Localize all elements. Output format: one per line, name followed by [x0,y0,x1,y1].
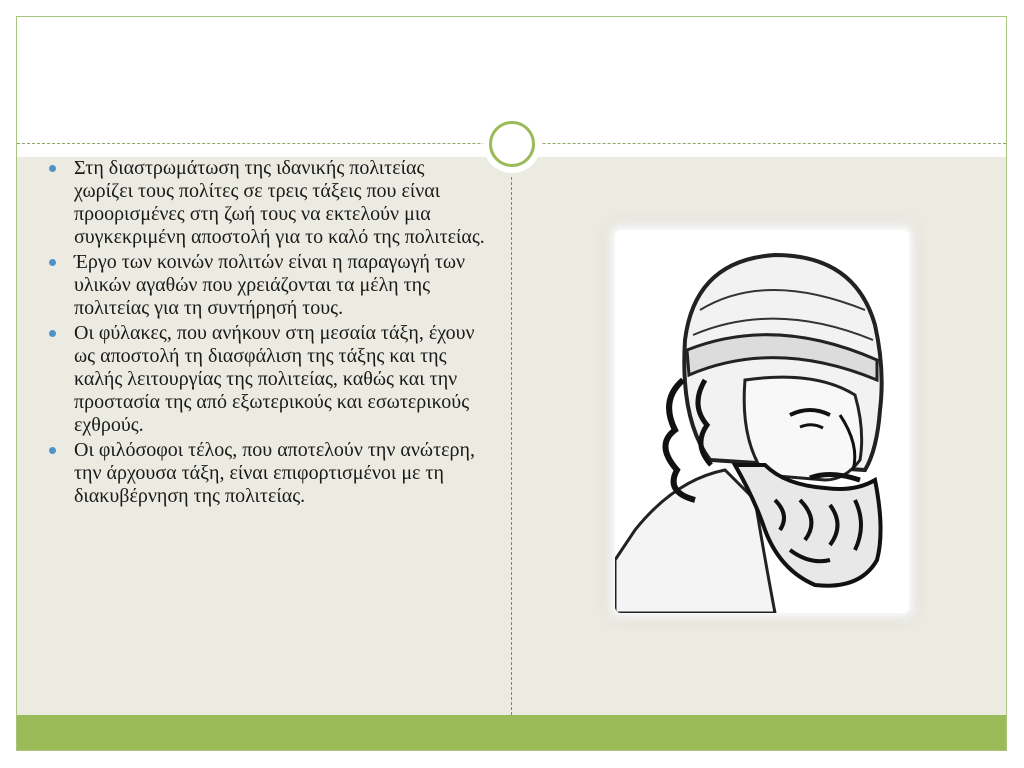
bullet-dot-icon [49,447,56,454]
list-item [47,157,487,249]
bullet-list [47,157,487,510]
list-item [47,251,487,320]
footer-bar [17,715,1006,750]
bullet-text: Στη διαστρωμάτωση της ιδανικής πολιτείας χωρίζει τους πολίτες σε τρεις τάξεις που είναι προορισμένες στη ζωή τους να εκτελούν μια συγκεκριμένη αποστολή για το καλό της πολιτείας. [74,157,485,248]
philosopher-portrait [615,230,909,613]
bullet-dot-icon [49,330,56,337]
philosopher-bust-icon [615,230,909,613]
circle-ornament-icon [483,115,541,173]
bullet-dot-icon [49,165,56,172]
list-item [47,439,487,508]
list-item [47,322,487,437]
bullet-text: Οι φύλακες, που ανήκουν στη μεσαία τάξη, έχουν ως αποστολή τη διασφάλιση της τάξης και της καλής λειτουργίας της πολιτείας, καθώς και την προστασία της από εξωτερικούς και εσωτερικούς εχθρούς. [74,322,475,436]
slide [16,16,1007,751]
bullet-text: Έργο των κοινών πολιτών είναι η παραγωγή των υλικών αγαθών που χρειάζονται τα μέλη της πολιτείας για τη συντήρησή τους. [74,251,466,319]
bullet-dot-icon [49,259,56,266]
column-separator [511,177,512,715]
bullet-text: Οι φιλόσοφοι τέλος, που αποτελούν την ανώτερη, την άρχουσα τάξη, είναι επιφορτισμένοι με τη διακυβέρνηση της πολιτείας. [74,439,475,507]
